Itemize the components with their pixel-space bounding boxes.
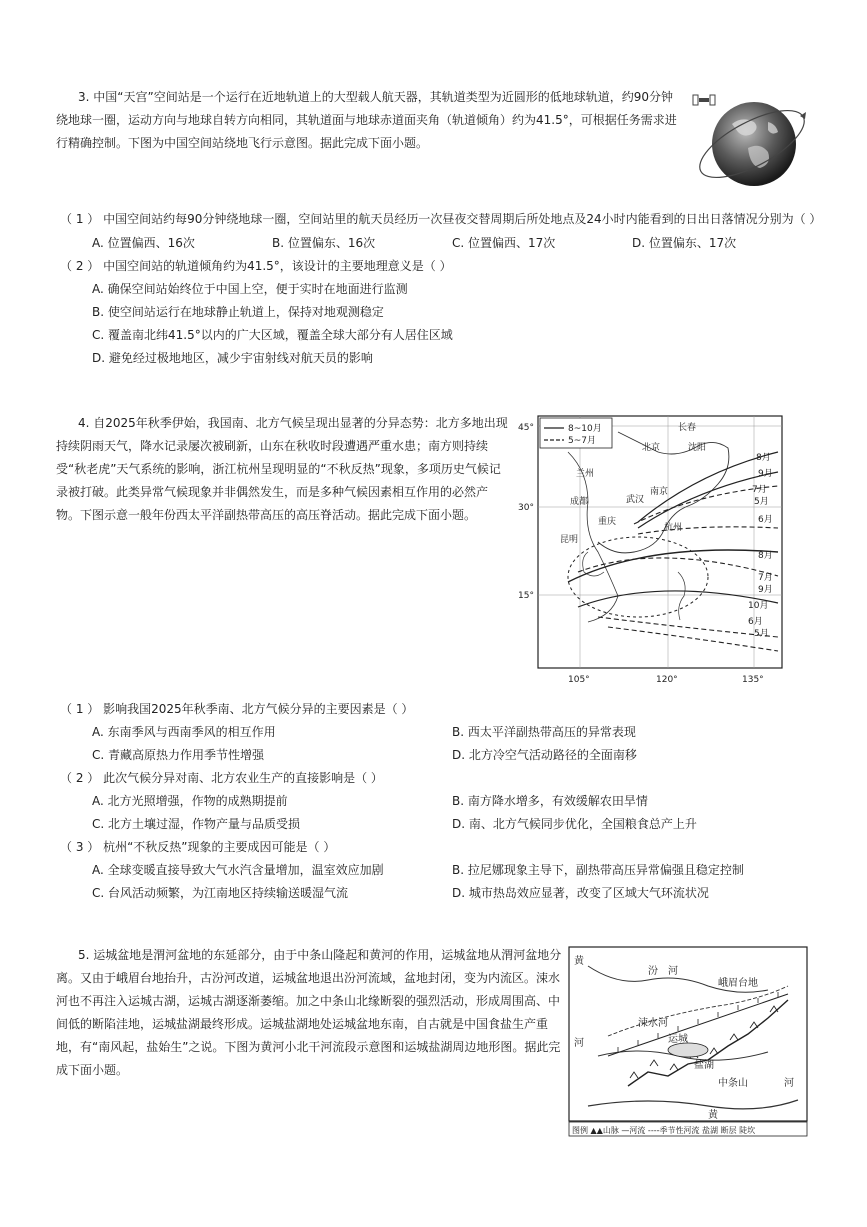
city-nanjing: 南京 <box>650 487 669 497</box>
lon-label-120: 120° <box>656 675 678 685</box>
month-label: 6月 <box>758 515 773 525</box>
city-chongqing: 重庆 <box>598 517 617 527</box>
q4-sub1-option-c[interactable]: C. 青藏高原热力作用季节性增强 <box>92 748 265 762</box>
q3-sub1-option-a[interactable]: A. 位置偏西、16次 <box>92 236 195 250</box>
q4-sub1-option-d[interactable]: D. 北方冷空气活动路径的全面南移 <box>452 748 637 762</box>
q4-sub1-option-b[interactable]: B. 西太平洋副热带高压的异常表现 <box>452 725 636 739</box>
legend-8-10: 8~10月 <box>568 424 602 434</box>
q3-sub1-option-c[interactable]: C. 位置偏西、17次 <box>452 236 556 250</box>
q3-sub2-option-d[interactable]: D. 避免经过极地地区，减少宇宙射线对航天员的影响 <box>92 351 373 365</box>
map-label-he: 河 <box>574 1038 584 1049</box>
q4-sub3-option-a[interactable]: A. 全球变暖直接导致大气水汽含量增加，温室效应加剧 <box>92 863 384 877</box>
yuncheng-salt-lake-map <box>568 946 810 1138</box>
month-label: 5月 <box>754 497 769 507</box>
lon-label-105: 105° <box>568 675 590 685</box>
lat-label-30: 30° <box>518 503 534 513</box>
lat-label-15: 15° <box>518 591 534 601</box>
map-label-yanhu: 盐湖 <box>694 1060 714 1071</box>
map-label-huang: 黄 <box>574 956 584 967</box>
map-label-huang-2: 黄 <box>708 1110 718 1121</box>
map-label-sushui: 涑水河 <box>638 1018 668 1029</box>
map-label-zhongtiao: 中条山 <box>718 1078 748 1089</box>
q3-sub2-text: （ 2 ） 中国空间站的轨道倾角约为41.5°，该设计的主要地理意义是（ ） <box>60 259 452 273</box>
q4-sub2-option-b[interactable]: B. 南方降水增多，有效缓解农田旱情 <box>452 794 648 808</box>
q4-sub1-option-a[interactable]: A. 东南季风与西南季风的相互作用 <box>92 725 276 739</box>
q3-sub2-option-a[interactable]: A. 确保空间站始终位于中国上空，便于实时在地面进行监测 <box>92 282 408 296</box>
city-hangzhou: 杭州 <box>664 523 683 533</box>
q4-sub1-text: （ 1 ） 影响我国2025年秋季南、北方气候分异的主要因素是（ ） <box>60 702 414 716</box>
map-label-emei: 峨眉台地 <box>718 978 758 989</box>
lon-label-135: 135° <box>742 675 764 685</box>
city-lanzhou: 兰州 <box>576 469 595 479</box>
month-label: 9月 <box>758 585 773 595</box>
month-label: 9月 <box>758 469 773 479</box>
q4-sub3-option-d[interactable]: D. 城市热岛效应显著，改变了区域大气环流状况 <box>452 886 709 900</box>
lat-label-45: 45° <box>518 423 534 433</box>
legend-5-7: 5~7月 <box>568 436 596 446</box>
month-label: 7月 <box>752 485 767 495</box>
month-label: 7月 <box>758 573 773 583</box>
map-label-yuncheng: 运城 <box>668 1034 688 1045</box>
subtropical-high-map <box>518 412 786 688</box>
q4-sub2-option-c[interactable]: C. 北方土壤过湿，作物产量与品质受损 <box>92 817 301 831</box>
q4-sub2-option-a[interactable]: A. 北方光照增强，作物的成熟期提前 <box>92 794 288 808</box>
q3-sub2-option-b[interactable]: B. 使空间站运行在地球静止轨道上，保持对地观测稳定 <box>92 305 384 319</box>
q3-sub1-option-d[interactable]: D. 位置偏东、17次 <box>632 236 737 250</box>
q4-sub3-option-b[interactable]: B. 拉尼娜现象主导下，副热带高压异常偏强且稳定控制 <box>452 863 744 877</box>
q3-sub1-text: （ 1 ） 中国空间站约每90分钟绕地球一圈，空间站里的航天员经历一次昼夜交替周期后所处地点及24小时内能看到的日出日落情况分别为（ ） <box>60 212 822 226</box>
month-label: 10月 <box>748 601 769 611</box>
map-label-fen: 汾 <box>648 966 658 977</box>
q3-sub2-option-c[interactable]: C. 覆盖南北纬41.5°以内的广大区域，覆盖全球大部分有人居住区域 <box>92 328 453 342</box>
q4-sub3-option-c[interactable]: C. 台风活动频繁，为江南地区持续输送暖湿气流 <box>92 886 349 900</box>
city-wuhan: 武汉 <box>626 495 645 505</box>
q3-stem: 3. 中国“天宫”空间站是一个运行在近地轨道上的大型载人航天器，其轨道类型为近圆形的低地球轨道，约90分钟绕地球一圈，运动方向与地球自转方向相同，其轨道面与地球赤道面夹角（轨道倾角）约为41.5°，可根据任务需求进行精确控制。下图为中国空间站绕地飞行示意图。据此完成下面小题。 <box>56 90 677 150</box>
map-label-he-2: 河 <box>784 1078 794 1089</box>
month-label: 5月 <box>754 629 769 639</box>
q4-stem: 4. 自2025年秋季伊始，我国南、北方气候呈现出显著的分异态势：北方多地出现持续阴雨天气，降水记录屡次被刷新，山东在秋收时段遭遇严重水患；南方则持续受“秋老虎”天气系统的影响，浙江杭州呈现明显的“不秋反热”现象，多项历史气候记录被打破。此类异常气候现象并非偶然发生，而是多种气候因素相互作用的必然产物。下图示意一般年份西太平洋副热带高压的高压脊活动。据此完成下面小题。 <box>56 416 508 522</box>
space-station-earth-figure <box>690 86 814 198</box>
q4-sub2-option-d[interactable]: D. 南、北方气候同步优化，全国粮食总产上升 <box>452 817 697 831</box>
q5-stem: 5. 运城盆地是渭河盆地的东延部分，由于中条山隆起和黄河的作用，运城盆地从渭河盆地分离。又由于峨眉台地抬升，古汾河改道，运城盆地退出汾河流域，盆地封闭，变为内流区。涑水河也不再注入运城古湖，运城古湖逐渐萎缩。加之中条山北缘断裂的强烈活动，形成周围高、中间低的断陷洼地，运城盐湖最终形成。运城盐湖地处运城盆地东南，自古就是中国食盐生产重地，有“南风起，盐始生”之说。下图为黄河小北干河流段示意图和运城盐湖周边地形图。据此完成下面小题。 <box>56 948 562 1077</box>
city-chengdu: 成都 <box>570 497 589 507</box>
month-label: 8月 <box>756 453 771 463</box>
city-shenyang: 沈阳 <box>688 443 707 453</box>
city-kunming: 昆明 <box>560 535 579 545</box>
map-legend: 图例 ▲▲山脉 —河流 ----季节性河流 盐湖 断层 陡坎 <box>572 1126 756 1135</box>
q3-sub1-option-b[interactable]: B. 位置偏东、16次 <box>272 236 376 250</box>
q4-sub3-text: （ 3 ） 杭州“不秋反热”现象的主要成因可能是（ ） <box>60 840 336 854</box>
q4-sub2-text: （ 2 ） 此次气候分异对南、北方农业生产的直接影响是（ ） <box>60 771 383 785</box>
city-changchun: 长春 <box>678 423 697 433</box>
map-label-fen-he: 河 <box>668 966 678 977</box>
month-label: 8月 <box>758 551 773 561</box>
city-beijing: 北京 <box>642 443 661 453</box>
month-label: 6月 <box>748 617 763 627</box>
